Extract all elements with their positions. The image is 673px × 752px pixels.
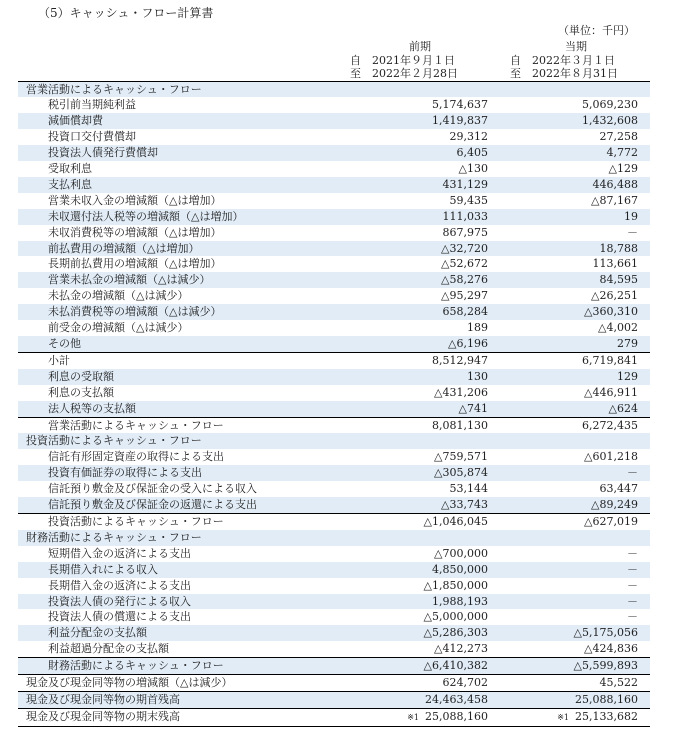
row-prev-value: [320, 81, 498, 97]
header-prev-period: [320, 40, 498, 81]
row-prev-value: [320, 288, 498, 304]
value: －: [627, 594, 638, 608]
row-curr-value: [498, 288, 650, 304]
row-label: 利息の支払額: [48, 385, 114, 399]
row-curr-value: [498, 209, 650, 225]
table-row: [18, 209, 650, 225]
value: △1,850,000: [423, 578, 488, 592]
row-label: 短期借入金の返済による支出: [48, 546, 191, 560]
value: 45,522: [599, 676, 638, 690]
row-curr-value: [498, 641, 650, 657]
row-curr-value: [498, 546, 650, 562]
table-row: [18, 369, 650, 385]
table-row: [18, 594, 650, 610]
row-curr-value: [498, 708, 650, 726]
unit-label: （単位：千円）: [558, 24, 635, 37]
value: △759,571: [434, 450, 488, 464]
value: △26,251: [591, 289, 638, 303]
row-prev-value: [320, 625, 498, 641]
row-curr-value: [498, 320, 650, 336]
row-label: 現金及び現金同等物の期首残高: [18, 691, 320, 708]
row-prev-value: [320, 256, 498, 272]
value: △1,046,045: [423, 514, 488, 528]
table-row: [18, 691, 650, 708]
row-prev-value: [320, 417, 498, 433]
table-row: [18, 658, 650, 675]
table-row: [18, 675, 650, 692]
row-prev-value: [320, 209, 498, 225]
table-row: [18, 609, 650, 625]
value: 24,463,458: [425, 692, 488, 706]
table-row: [18, 352, 650, 368]
value: 4,772: [606, 146, 638, 160]
table-row: [18, 465, 650, 481]
value: △601,218: [584, 450, 638, 464]
table-row: [18, 578, 650, 594]
note-marker: ※1: [407, 712, 420, 722]
header-curr-label: 当期: [565, 40, 587, 53]
row-curr-value: [498, 675, 650, 692]
value: 8,512,947: [432, 353, 488, 367]
value: 59,435: [449, 193, 488, 207]
value: 25,088,160: [425, 709, 488, 723]
row-curr-value: [498, 97, 650, 113]
table-row: [18, 256, 650, 272]
value: △32,720: [441, 241, 488, 255]
row-curr-value: [498, 497, 650, 513]
value: 113,661: [592, 257, 638, 271]
value: △431,206: [434, 385, 488, 399]
row-label: 未払消費税等の増減額（△は減少）: [18, 304, 320, 320]
row-curr-value: [498, 658, 650, 675]
value: △741: [458, 401, 488, 415]
row-curr-value: [498, 609, 650, 625]
row-label: 営業活動によるキャッシュ・フロー: [18, 417, 320, 433]
value: 6,272,435: [582, 418, 638, 432]
value: △305,874: [434, 466, 488, 480]
row-label: 未収消費税等の増減額（△は増加）: [48, 225, 222, 239]
row-curr-value: [498, 161, 650, 177]
row-prev-value: [320, 465, 498, 481]
table-row: [18, 129, 650, 145]
value: △5,000,000: [423, 610, 488, 624]
value: 27,258: [599, 130, 638, 144]
table-row: [18, 625, 650, 641]
table-row: [18, 708, 650, 726]
row-prev-value: [320, 97, 498, 113]
table-row: [18, 401, 650, 417]
row-label: 信託預り敷金及び保証金の受入による収入: [48, 482, 257, 496]
value: △130: [458, 162, 488, 176]
value: －: [627, 610, 638, 624]
value: △624: [608, 401, 638, 415]
row-curr-value: [498, 401, 650, 417]
table-row: [18, 225, 650, 241]
value: △700,000: [434, 546, 488, 560]
table-row: [18, 546, 650, 562]
value: △89,249: [591, 498, 638, 512]
table-row: [18, 81, 650, 97]
value: 111,033: [442, 209, 488, 223]
row-prev-value: [320, 129, 498, 145]
row-label: 減価償却費: [18, 113, 320, 129]
row-curr-value: [498, 225, 650, 241]
value: △5,175,056: [573, 626, 638, 640]
header-prev-label: 前期: [409, 40, 431, 53]
row-label: 現金及び現金同等物の増減額（△は減少）: [18, 675, 320, 692]
row-prev-value: [320, 546, 498, 562]
row-prev-value: [320, 320, 498, 336]
table-row: [18, 336, 650, 352]
row-label: 財務活動によるキャッシュ・フロー: [18, 658, 320, 675]
value: 29,312: [449, 130, 488, 144]
row-curr-value: [498, 145, 650, 161]
row-label: 投資法人債発行費償却: [18, 145, 320, 161]
row-label: 投資法人債の償還による支出: [48, 610, 191, 624]
value: －: [627, 466, 638, 480]
note-marker: ※1: [557, 712, 570, 722]
row-label: 税引前当期純利益: [48, 98, 136, 112]
table-row: [18, 304, 650, 320]
value: 84,595: [599, 273, 638, 287]
value: △52,672: [441, 257, 488, 271]
value: 1,432,608: [582, 114, 638, 128]
table-row: [18, 288, 650, 304]
row-prev-value: [320, 658, 498, 675]
row-prev-value: [320, 145, 498, 161]
value: －: [627, 578, 638, 592]
row-curr-value: [498, 193, 650, 209]
table-row: [18, 113, 650, 129]
value: 63,447: [599, 482, 638, 496]
header-prev-from: 自 2021年９月１日: [350, 53, 455, 67]
row-curr-value: [498, 481, 650, 497]
row-prev-value: [320, 352, 498, 368]
row-prev-value: [320, 304, 498, 320]
table-row: [18, 97, 650, 113]
row-prev-value: [320, 225, 498, 241]
row-curr-value: [498, 625, 650, 641]
row-curr-value: [498, 594, 650, 610]
row-prev-value: [320, 641, 498, 657]
value: 1,988,193: [432, 594, 488, 608]
header-blank: [18, 40, 320, 81]
row-curr-value: [498, 113, 650, 129]
row-curr-value: [498, 449, 650, 465]
row-curr-value: [498, 691, 650, 708]
value: 5,069,230: [582, 98, 638, 112]
row-prev-value: [320, 578, 498, 594]
table-row: [18, 497, 650, 513]
row-prev-value: [320, 272, 498, 288]
value: △33,743: [441, 498, 488, 512]
table-row: [18, 417, 650, 433]
row-prev-value: [320, 401, 498, 417]
value: △627,019: [584, 514, 638, 528]
row-label: 利息の受取額: [18, 369, 320, 385]
table-row: [18, 481, 650, 497]
row-curr-value: [498, 465, 650, 481]
row-label: 現金及び現金同等物の期末残高: [18, 708, 320, 726]
row-prev-value: [320, 449, 498, 465]
value: △412,273: [434, 642, 488, 656]
row-curr-value: [498, 336, 650, 352]
row-curr-value: [498, 272, 650, 288]
value: 53,144: [449, 482, 488, 496]
table-row: [18, 562, 650, 578]
row-label: 信託有形固定資産の取得による支出: [48, 450, 224, 464]
row-curr-value: [498, 513, 650, 529]
row-label: 営業未払金の増減額（△は減少）: [18, 272, 320, 288]
row-prev-value: [320, 433, 498, 449]
row-label: 投資口交付費償却: [48, 130, 136, 144]
row-curr-value: [498, 562, 650, 578]
value: 446,488: [592, 177, 638, 191]
table-header: [18, 40, 650, 81]
page-title: （5）キャッシュ・フロー計算書: [38, 6, 214, 20]
row-prev-value: [320, 193, 498, 209]
row-prev-value: [320, 241, 498, 257]
row-prev-value: [320, 609, 498, 625]
row-label: 法人税等の支払額: [18, 401, 320, 417]
row-curr-value: [498, 369, 650, 385]
value: △424,836: [584, 642, 638, 656]
value: 6,719,841: [582, 353, 638, 367]
row-label: 利益超過分配金の支払額: [48, 642, 169, 656]
row-prev-value: [320, 336, 498, 352]
row-label: 支払利息: [18, 177, 320, 193]
row-curr-value: [498, 578, 650, 594]
value: 6,405: [456, 146, 488, 160]
value: 8,081,130: [432, 418, 488, 432]
row-prev-value: [320, 497, 498, 513]
value: 624,702: [442, 676, 488, 690]
value: △4,002: [598, 321, 638, 335]
row-label: 投資有価証券の取得による支出: [18, 465, 320, 481]
value: 189: [467, 321, 488, 335]
value: 130: [467, 369, 488, 383]
value: －: [627, 546, 638, 560]
table-row: [18, 385, 650, 401]
table-row: [18, 449, 650, 465]
row-curr-value: [498, 129, 650, 145]
table-row: [18, 241, 650, 257]
value: △95,297: [441, 289, 488, 303]
table-row: [18, 433, 650, 449]
row-prev-value: [320, 385, 498, 401]
row-curr-value: [498, 433, 650, 449]
row-label: 投資活動によるキャッシュ・フロー: [18, 513, 320, 529]
table-row: [18, 530, 650, 546]
row-label: 営業未収入金の増減額（△は増加）: [48, 193, 222, 207]
row-curr-value: [498, 417, 650, 433]
row-prev-value: [320, 481, 498, 497]
value: △6,410,382: [423, 659, 488, 673]
value: －: [627, 225, 638, 239]
header-curr-to: 至 2022年８月31日: [510, 67, 618, 80]
header-curr-period: [498, 40, 650, 81]
value: △446,911: [584, 385, 638, 399]
row-prev-value: [320, 113, 498, 129]
row-label: 未払金の増減額（△は減少）: [48, 289, 189, 303]
table-row: [18, 641, 650, 657]
row-label: 長期借入れによる収入: [18, 562, 320, 578]
row-label: 長期借入金の返済による支出: [48, 578, 191, 592]
value: 25,133,682: [575, 709, 638, 723]
row-curr-value: [498, 81, 650, 97]
value: 279: [617, 337, 638, 350]
row-label: 財務活動によるキャッシュ・フロー: [18, 530, 320, 546]
row-curr-value: [498, 385, 650, 401]
row-prev-value: [320, 513, 498, 529]
value: 1,419,837: [432, 114, 488, 128]
row-label: 長期前払費用の増減額（△は増加）: [48, 257, 222, 271]
value: 25,088,160: [575, 692, 638, 706]
table-row: [18, 145, 650, 161]
row-label: 投資活動によるキャッシュ・フロー: [18, 433, 320, 449]
row-prev-value: [320, 177, 498, 193]
row-prev-value: [320, 708, 498, 726]
table-row: [18, 193, 650, 209]
row-label: 前払費用の増減額（△は増加）: [18, 241, 320, 257]
row-label: 信託預り敷金及び保証金の返還による支出: [18, 497, 320, 513]
value: 19: [624, 209, 638, 223]
row-prev-value: [320, 675, 498, 692]
table-row: [18, 177, 650, 193]
row-curr-value: [498, 177, 650, 193]
row-curr-value: [498, 530, 650, 546]
table-row: [18, 161, 650, 177]
value: 431,129: [442, 177, 488, 191]
row-label: 利益分配金の支払額: [18, 625, 320, 641]
value: △360,310: [584, 305, 638, 319]
cash-flow-table: [18, 40, 650, 727]
row-curr-value: [498, 256, 650, 272]
row-prev-value: [320, 369, 498, 385]
value: 4,850,000: [432, 562, 488, 576]
row-label: 前受金の増減額（△は減少）: [48, 321, 189, 335]
row-label: 営業活動によるキャッシュ・フロー: [18, 81, 320, 97]
row-label: 投資法人債の発行による収入: [18, 594, 320, 610]
value: 867,975: [442, 225, 488, 239]
row-prev-value: [320, 161, 498, 177]
value: △129: [608, 162, 638, 176]
row-label: 受取利息: [48, 162, 92, 176]
row-prev-value: [320, 594, 498, 610]
table-row: [18, 320, 650, 336]
row-curr-value: [498, 241, 650, 257]
row-prev-value: [320, 562, 498, 578]
value: 129: [617, 369, 638, 383]
value: －: [627, 562, 638, 576]
value: △5,286,303: [423, 626, 488, 640]
row-curr-value: [498, 352, 650, 368]
row-label: 未収還付法人税等の増減額（△は増加）: [18, 209, 320, 225]
value: △87,167: [591, 193, 638, 207]
value: △6,196: [448, 337, 488, 350]
value: 18,788: [599, 241, 638, 255]
header-curr-from: 自 2022年３月１日: [510, 53, 615, 67]
row-prev-value: [320, 691, 498, 708]
table-row: [18, 513, 650, 529]
value: 5,174,637: [432, 98, 488, 112]
table-row: [18, 272, 650, 288]
row-curr-value: [498, 304, 650, 320]
value: △5,599,893: [573, 659, 638, 673]
value: 658,284: [442, 305, 488, 319]
row-label: その他: [18, 336, 320, 352]
row-label: 小計: [18, 352, 320, 368]
header-prev-to: 至 2022年２月28日: [350, 67, 458, 80]
row-prev-value: [320, 530, 498, 546]
value: △58,276: [441, 273, 488, 287]
